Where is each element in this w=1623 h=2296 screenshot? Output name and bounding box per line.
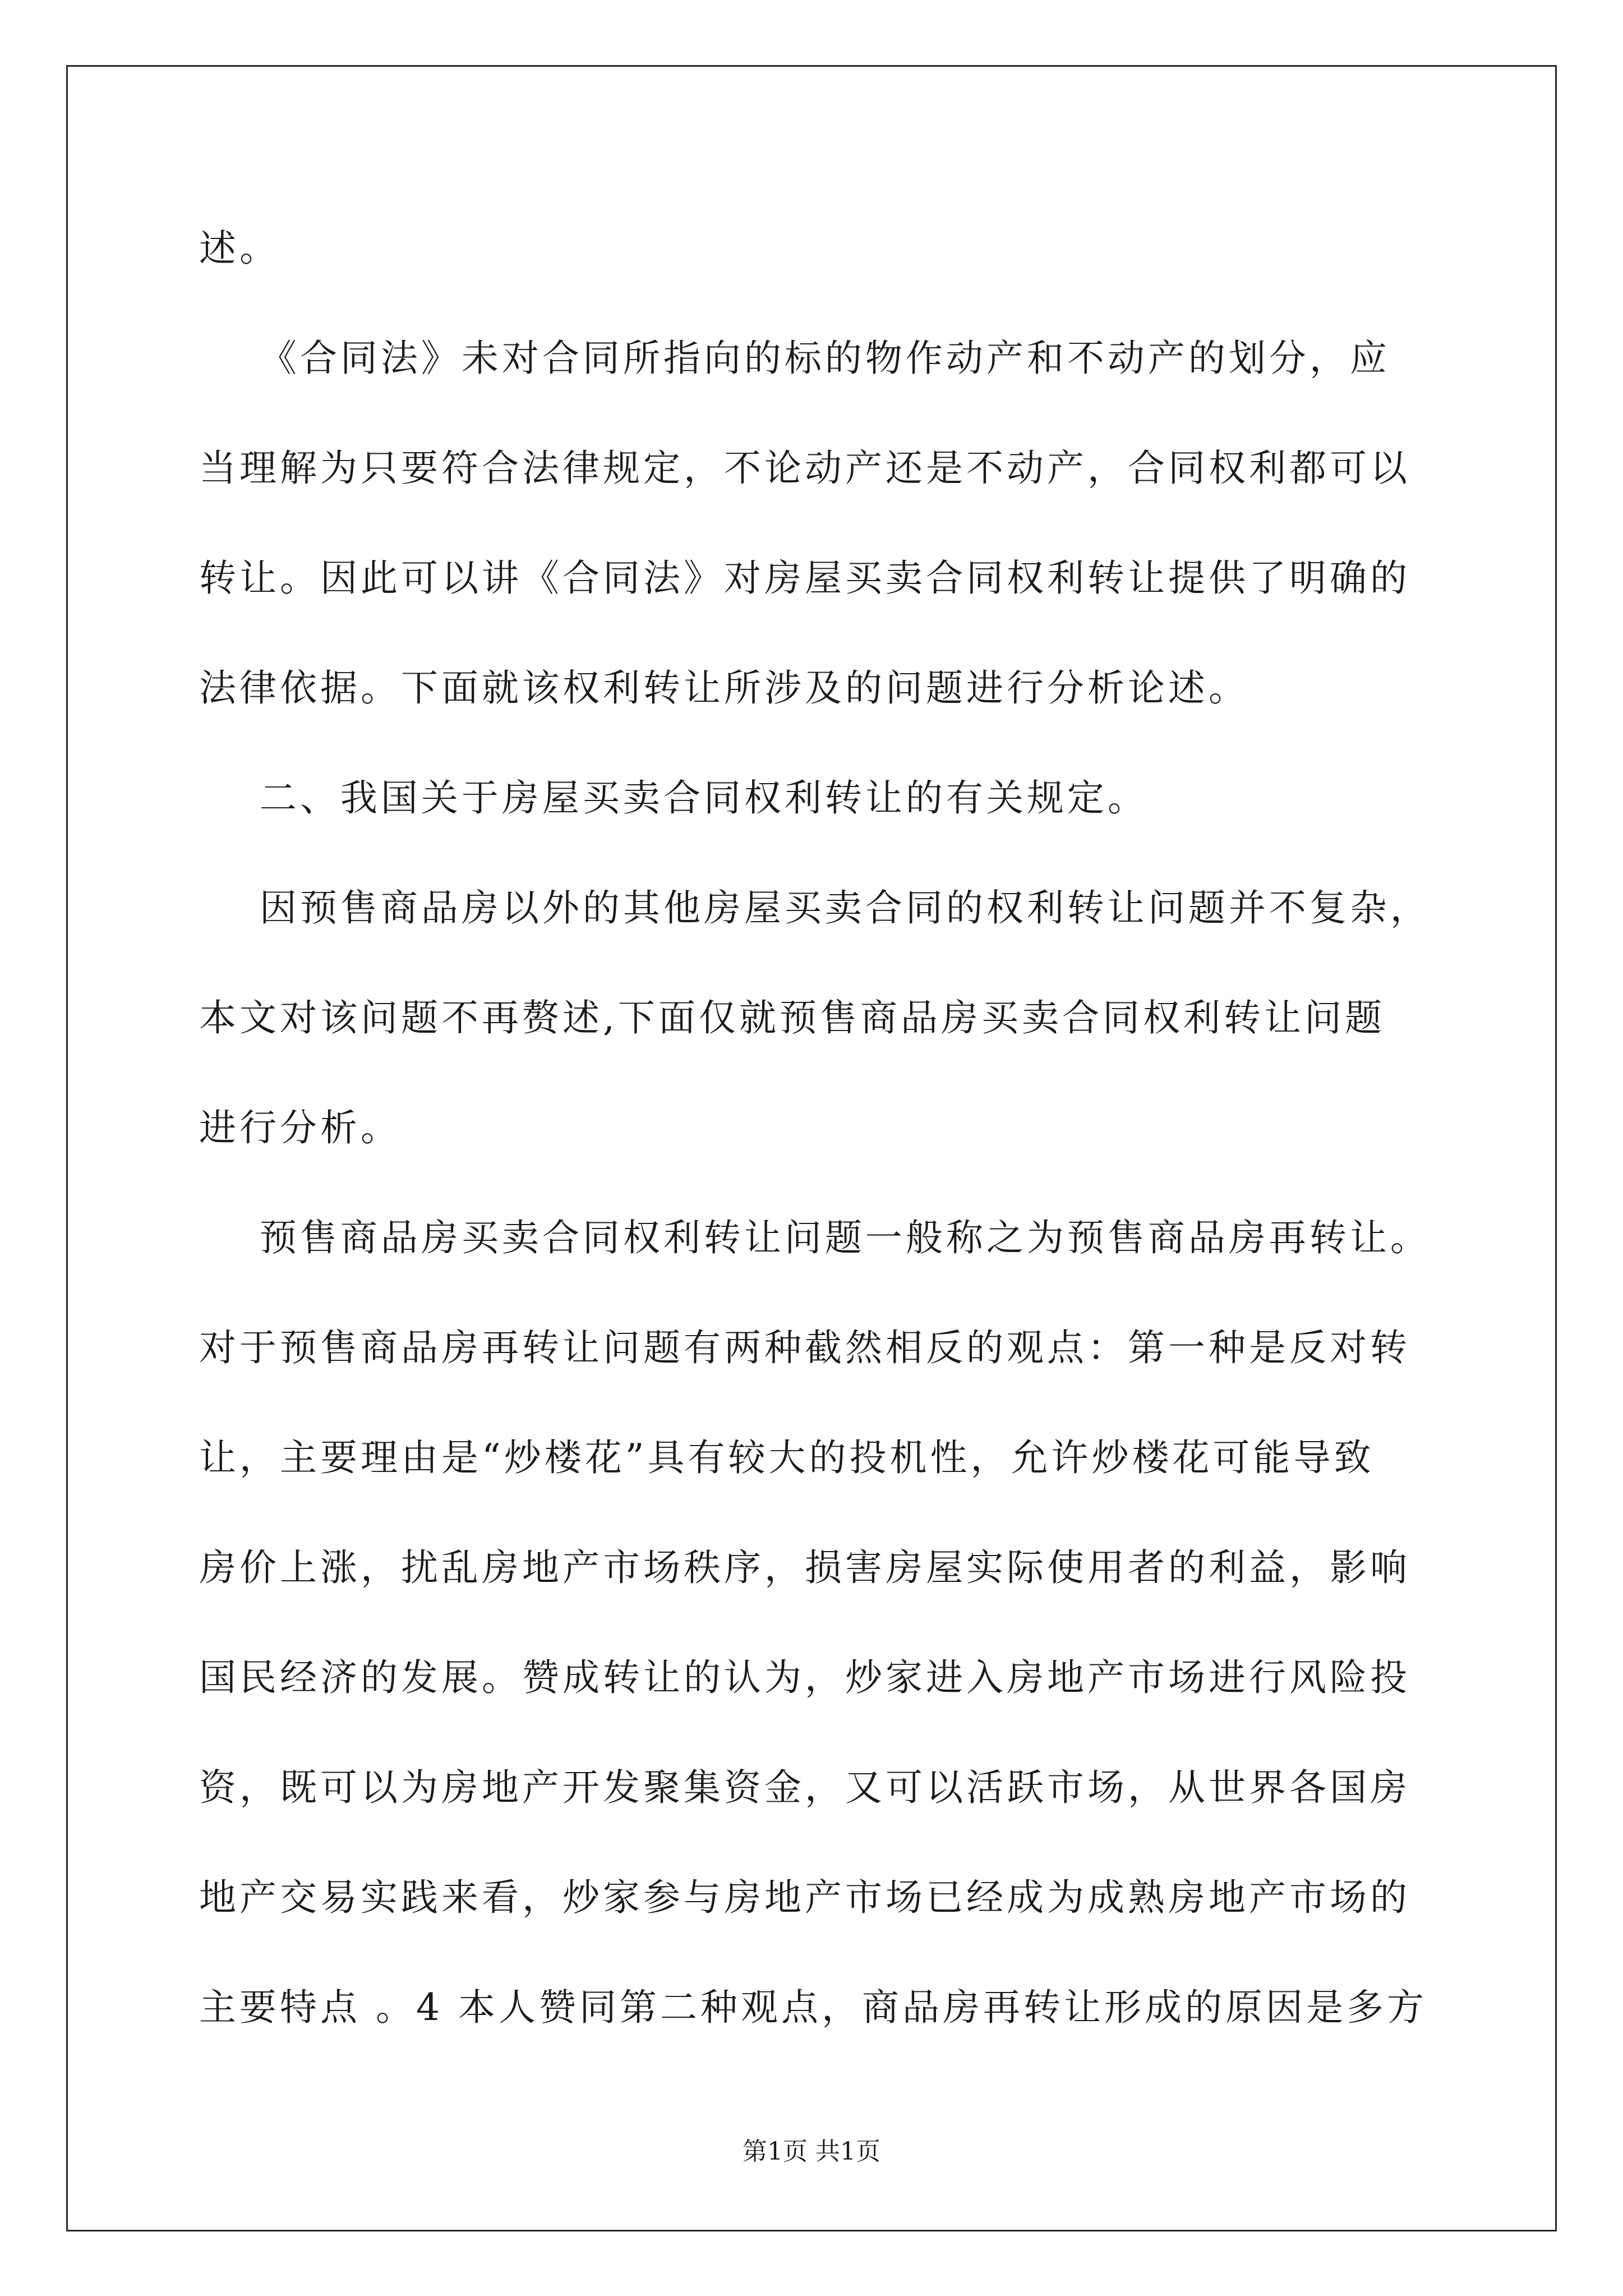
- text-line: 《合同法》未对合同所指向的标的物作动产和不动产的划分，应: [199, 337, 1390, 380]
- section-heading: 二、我国关于房屋买卖合同权利转让的有关规定。: [199, 776, 1148, 820]
- text-line: 进行分析。: [199, 1106, 401, 1149]
- text-line: 法律依据。下面就该权利转让所涉及的问题进行分析论述。: [199, 666, 1249, 710]
- text-line: 对于预售商品房再转让问题有两种截然相反的观点：第一种是反对转: [199, 1326, 1410, 1369]
- text-line: 资，既可以为房地产开发聚集资金，又可以活跃市场，从世界各国房: [199, 1766, 1410, 1809]
- page-footer: 第1页 共1页: [743, 2137, 880, 2166]
- text-line: 当理解为只要符合法律规定，不论动产还是不动产，合同权利都可以: [199, 447, 1410, 490]
- text-line: 让，主要理由是“炒楼花”具有较大的投机性，允许炒楼花可能导致: [199, 1436, 1375, 1479]
- text-line: 主要特点 。4 本人赞同第二种观点，商品房再转让形成的原因是多方: [199, 1986, 1427, 2029]
- text-line: 本文对该问题不再赘述,下面仅就预售商品房买卖合同权利转让问题: [199, 996, 1385, 1039]
- text-line: 国民经济的发展。赞成转让的认为，炒家进入房地产市场进行风险投: [199, 1656, 1410, 1699]
- text-line: 房价上涨，扰乱房地产市场秩序，损害房屋实际使用者的利益，影响: [199, 1546, 1410, 1589]
- document-body: [199, 194, 1433, 2063]
- text-line: 地产交易实践来看，炒家参与房地产市场已经成为成熟房地产市场的: [199, 1876, 1410, 1919]
- text-line: 预售商品房买卖合同权利转让问题一般称之为预售商品房再转让。: [199, 1216, 1431, 1259]
- text-line: 因预售商品房以外的其他房屋买卖合同的权利转让问题并不复杂，: [199, 886, 1431, 930]
- text-line: 转让。因此可以讲《合同法》对房屋买卖合同权利转让提供了明确的: [199, 556, 1410, 600]
- text-line: 述。: [199, 227, 280, 270]
